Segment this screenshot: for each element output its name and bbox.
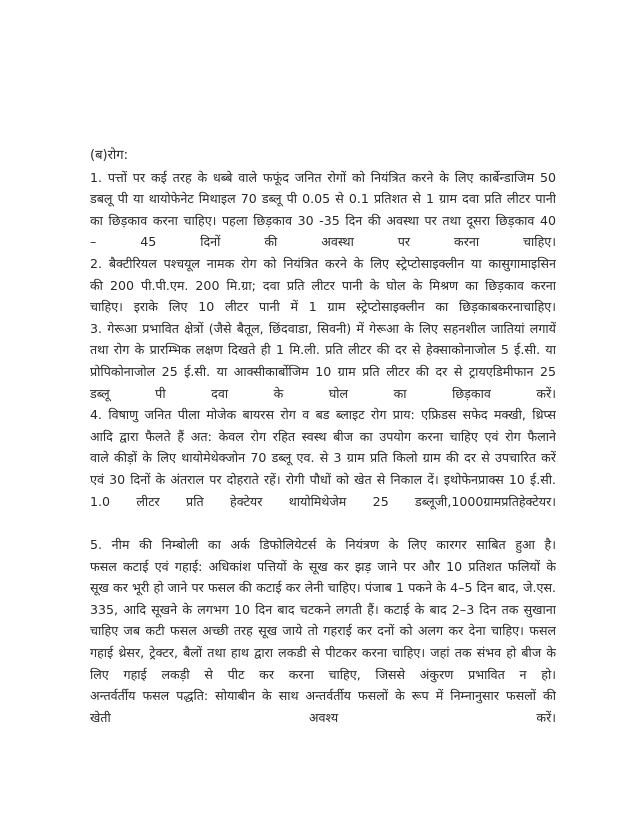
document-page bbox=[90, 145, 556, 728]
text-line: खेती अवश्य करें। bbox=[90, 709, 556, 725]
text-line: आदि द्वारा फैलते हैं अत: केवल रोग रहित स्वस्थ बीज का उपयोग करना चाहिए एवं रोग फैलाने bbox=[90, 428, 556, 444]
text-line: चाहिए जब कटी फसल अच्छी तरह सूख जाये तो गहराई कर दनों को अलग कर देना चाहिए। फसल bbox=[90, 623, 556, 639]
text-line: तथा रोग के प्रारम्भिक लक्षण दिखते ही 1 मि.ली. प्रति लीटर की दर से हेक्साकोनाजोल 5 ई.सी. या bbox=[90, 342, 556, 358]
text-line: 335, आदि सूखने के लगभग 10 दिन बाद चटकने लगती हैं। कटाई के बाद 2–3 दिन तक सुखाना bbox=[90, 601, 556, 617]
text-line: अन्तर्वर्तीय फसल पद्धति: सोयाबीन के साथ अन्तर्वर्तीय फसलों के रूप में निम्नानुसार फसलों की bbox=[90, 688, 556, 704]
paragraph-gap bbox=[90, 512, 556, 534]
text-line: लिए गहाई लकड़ी से पीट कर करना चाहिए, जिससे अंकुरण प्रभावित न हो। bbox=[90, 666, 556, 682]
text-line: 1.0 लीटर प्रति हेक्टेयर थायोमिथेजेम 25 डब्लूजी,1000ग्रामप्रतिहेक्टेयर। bbox=[90, 493, 556, 509]
text-line: 1. पत्तों पर कई तरह के धब्बे वाले फफूंद जनित रोगों को नियंत्रित करने के लिए कार्बेन्डाजिम 50 bbox=[90, 169, 556, 185]
section-heading: (ब)रोग: bbox=[90, 148, 128, 163]
text-line: सूख कर भूरी हो जाने पर फसल की कटाई कर लेनी चाहिए। पंजाब 1 पकने के 4–5 दिन बाद, जे.एस. bbox=[90, 580, 556, 596]
text-line: – 45 दिनों की अवस्था पर करना चाहिए। bbox=[90, 234, 556, 250]
text-line: चाहिए। इराके लिए 10 लीटर पानी में 1 ग्राम स्ट्रेप्टोसाइक्लीन का छिड़काबकरनाचाहिए। bbox=[90, 299, 556, 315]
disease-paragraphs bbox=[90, 167, 556, 513]
text-line: डब्लू पी दवा के घोल का छिड़काव करें। bbox=[90, 385, 556, 401]
text-line: की 200 पी.पी.एम. 200 मि.ग्रा; दवा प्रति लीटर पानी के घोल के मिश्रण का छिड़काव करना bbox=[90, 277, 556, 293]
text-line: 2. बैक्टीरियल पश्चयूल नामक रोग को नियंत्रित करने के लिए स्ट्रेप्टोसाइक्लीन या कासुगामाइसिन bbox=[90, 255, 556, 271]
text-line: वाले कीड़ों के लिए थायोमेथेक्जोन 70 डब्लू एव. से 3 ग्राम प्रति किलो ग्राम की दर से उपचारित करें bbox=[90, 450, 556, 466]
text-line: फसल कटाई एवं गहाई: अधिकांश पत्तियों के सूख कर झड़ जाने पर और 10 प्रतिशत फलियों के bbox=[90, 558, 556, 574]
text-line: 5. नीम की निम्बोली का अर्क डिफोलियेटर्स के नियंत्रण के लिए कारगर साबित हुआ है। bbox=[90, 537, 556, 553]
text-line: का छिड़काव करना चाहिए। पहला छिड़काव 30 -35 दिन की अवस्था पर तथा दूसरा छिड़काव 40 bbox=[90, 212, 556, 228]
text-line: गहाई थ्रेसर, ट्रेक्टर, बैलों तथा हाथ द्वारा लकडी से पीटकर करना चाहिए। जहां तक संभव हो बीज के bbox=[90, 645, 556, 661]
text-line: 4. विषाणु जनित पीला मोजेक बायरस रोग व बड ब्लाइट रोग प्राय: एफ्रिडस सफेद मक्खी, थ्रिप्स bbox=[90, 407, 556, 423]
text-line: प्रोपिकोनाजोल 25 ई.सी. या आक्सीकार्बोजिम 10 ग्राम प्रति लीटर की दर से ट्रायएडिमीफान 25 bbox=[90, 363, 556, 379]
text-line: 3. गेरूआ प्रभावित क्षेत्रों (जैसे बैतूल, छिंदवाडा, सिवनी) में गेरूआ के लिए सहनशील जातियां लगायें bbox=[90, 320, 556, 336]
text-line: डबलू पी या थायोफेनेट मिथाइल 70 डब्लू पी 0.05 से 0.1 प्रतिशत से 1 ग्राम दवा प्रति लीटर पानी bbox=[90, 191, 556, 207]
harvest-paragraphs bbox=[90, 534, 556, 728]
text-line: एवं 30 दिनों के अंतराल पर दोहराते रहें। रोगी पौधों को खेत से निकाल दें। इथोफेनप्राक्स 10 ई.सी. bbox=[90, 471, 556, 487]
